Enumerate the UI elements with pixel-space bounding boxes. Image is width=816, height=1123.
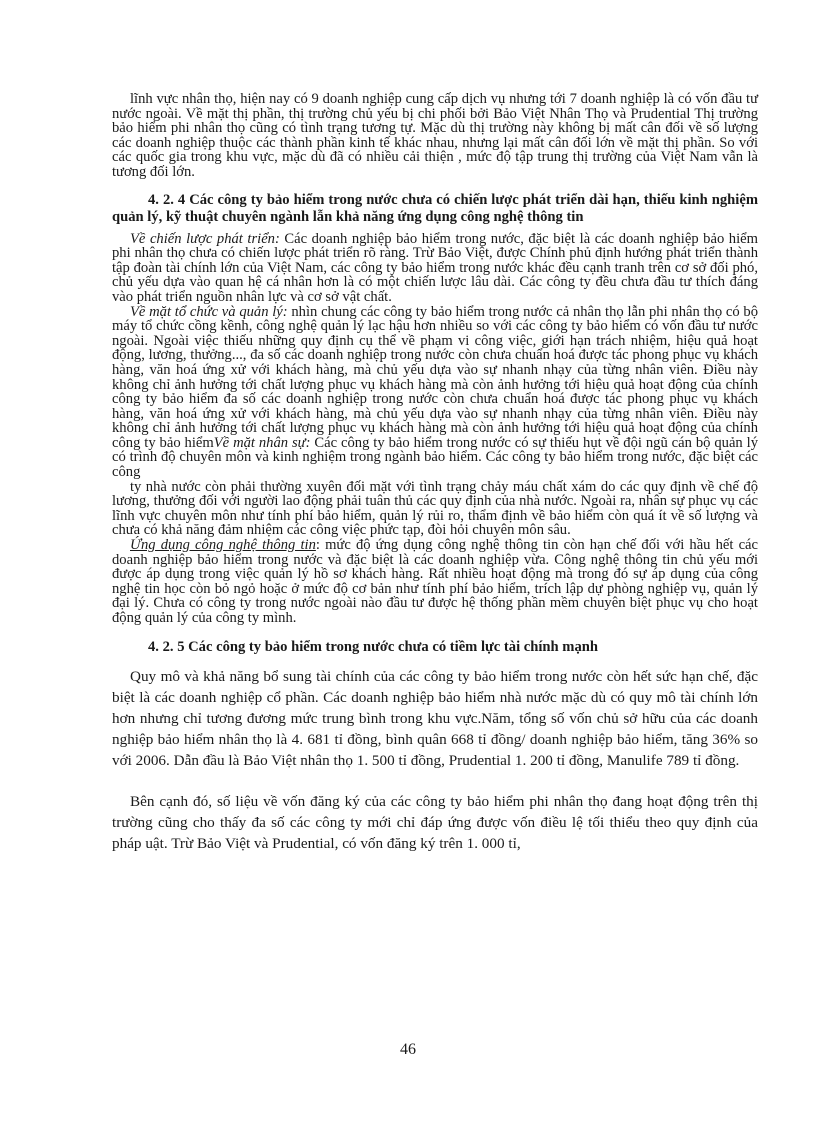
intro-paragraph: lĩnh vực nhân thọ, hiện nay có 9 doanh nghiệp cung cấp dịch vụ nhưng tới 7 doanh nghiệp là có vốn đầu tư nước ngoài. Về mặt thị phần, thị trường chủ yếu bị chi phối bởi Bảo Việt Nhân Thọ và Prudential Thị trường bảo hiểm phi nhân thọ cũng có tình trạng tương tự. Mặc dù thị trường này không bị mất cân đối về số lượng các doanh nghiệp thuộc các thành phần kinh tế khác nhau, nhưng lại mất cân đối lớn về mặt thị phần. So với các quốc gia trong khu vực, mặc dù đã có nhiều cải thiện , mức độ tập trung thị trường của Việt Nam vẫn là tương đối lớn. [112,91,758,180]
it-text: : mức độ ứng dụng công nghệ thông tin còn hạn chế đối với hầu hết các doanh nghiệp bảo hiểm trong nước và đặc biệt là các doanh nghiệp vừa. Công nghệ thông tin chủ yếu mới được áp dụng trong việc quản lý hồ sơ khách hàng. Rất nhiều hoạt động mà trong đó sự áp dụng của công nghệ tin học còn bỏ ngỏ hoặc ở mức độ cơ bản như tính phí bảo hiểm, trích lập dự phòng nghiệp vụ, quản lý đại lý. Chưa có công ty trong nước ngoài nào đầu tư được hệ thống phần mềm chuyên biệt phục vụ cho hoạt động quản lý của công ty mình. [112,537,759,626]
strategy-label: Về chiến lược phát triển: [130,230,280,247]
finance-paragraph-1: Quy mô và khả năng bổ sung tài chính của các công ty bảo hiểm trong nước còn hết sức hạn chế, đặc biệt là các doanh nghiệp cổ phần. Các doanh nghiệp bảo hiểm nhà nước mặc dù có quy mô tài chính lớn hơn nhưng chỉ tương đương mức trung bình trong khu vực.Năm, tổng số vốn chủ sở hữu của các doanh nghiệp bảo hiểm nhân thọ là 4. 681 tỉ đồng, bình quân 668 tỉ đồng/ doanh nghiệp bảo hiểm, tăng 36% so với 2006. Dẫn đầu là Bảo Việt nhân thọ 1. 500 tỉ đồng, Prudential 1. 200 tỉ đồng, Manulife 789 tỉ đồng. [112,667,758,770]
page-number: 46 [400,1041,416,1058]
it-label: Ứng dụng công nghệ thông tin [130,537,316,554]
finance-paragraph-2: Bên cạnh đó, số liệu về vốn đăng ký của các công ty bảo hiểm phi nhân thọ đang hoạt động trên thị trường cũng cho thấy đa số các công ty mới chỉ đáp ứng được vốn điều lệ tối thiểu theo quy định của pháp uật. Trừ Bảo Việt và Prudential, có vốn đăng ký trên 1. 000 tỉ, [112,792,758,853]
hr-continued-paragraph: ty nhà nước còn phải thường xuyên đối mặt với tình trạng chảy máu chất xám do các quy định về chế độ lương, thưởng đối với người lao động phải tuân thủ các quy định của nhà nước. Ngoài ra, nhân sự phục vụ các lĩnh vực chuyên môn như tính phí bảo hiểm, quản lý rủi ro, thẩm định về bảo hiểm còn quá ít về số lượng và chưa có khả năng đảm nhiệm các công việc phức tạp, đòi hỏi chuyên môn sâu. [112,478,758,539]
hr-text: Các công ty bảo hiểm trong nước có sự thiếu hụt về đội ngũ cán bộ quản lý có trình độ chuyên môn và kinh nghiệm trong ngành bảo hiểm. Các công ty bảo hiểm trong nước, đặc biệt các công [112,434,759,481]
organization-text: nhìn chung các công ty bảo hiểm trong nước cả nhân thọ lẫn phi nhân thọ có bộ máy tổ chức cồng kềnh, công nghệ quản lý lạc hậu hơn nhiều so với các công ty bảo hiểm có vốn đầu tư nước ngoài. Ngoài việc thiếu những quy định cụ thể về phạm vi công việc, giới hạn trách nhiệm, hiệu quả hoạt động, lương, thưởng..., đa số các doanh nghiệp trong nước còn chưa chuẩn hoá được tác phong phục vụ khách hàng, văn hoá ứng xử với khách hàng, mà chủ yếu dựa vào sự nhanh nhạy của từng nhân viên. Điều này không chỉ ảnh hưởng tới chất lượng phục vụ khách hàng mà còn ảnh hưởng tới hiệu quả hoạt động của chính công ty bảo hiểm đa số các doanh nghiệp trong nước còn chưa chuẩn hoá được tác phong phục vụ khách hàng, văn hoá ứng xử với khách hàng, mà chủ yếu dựa vào sự nhanh nhạy của từng nhân viên. Điều này không chỉ ảnh hưởng tới chất lượng phục vụ khách hàng mà còn ảnh hưởng tới hiệu quả hoạt động của chính công ty bảo hiểm [112,303,758,451]
strategy-text: Các doanh nghiệp bảo hiểm trong nước, đặc biệt là các doanh nghiệp bảo hiểm phi nhân thọ chưa có chiến lược phát triển rõ ràng. Trừ Bảo Việt, được Chính phủ định hướng phát triển thành tập đoàn tài chính lớn của Việt Nam, các công ty bảo hiểm trong nước khác đều cạnh tranh trên cơ sở đối phó, chủ yếu dựa vào quan hệ cá nhân hơn là có một chiến lược lâu dài. Các công ty đều chưa đầu tư thích đáng vào phát triển nguồn nhân lực và cơ sở vật chất. [112,230,758,305]
hr-label: Về mặt nhân sự: [213,434,311,451]
organization-paragraph [112,305,758,480]
it-paragraph [112,538,758,626]
section-heading-4-2-5: 4. 2. 5 Các công ty bảo hiểm trong nước chưa có tiềm lực tài chính mạnh [148,638,598,655]
document-page [112,92,758,854]
strategy-paragraph [112,232,758,305]
organization-label: Về mặt tổ chức và quản lý: [130,303,288,320]
section-heading-4-2-4: 4. 2. 4 Các công ty bảo hiểm trong nước chưa có chiến lược phát triển dài hạn, thiếu kinh nghiệm quản lý, kỹ thuật chuyên ngành lẫn khả năng ứng dụng công nghệ thông tin [112,191,758,225]
